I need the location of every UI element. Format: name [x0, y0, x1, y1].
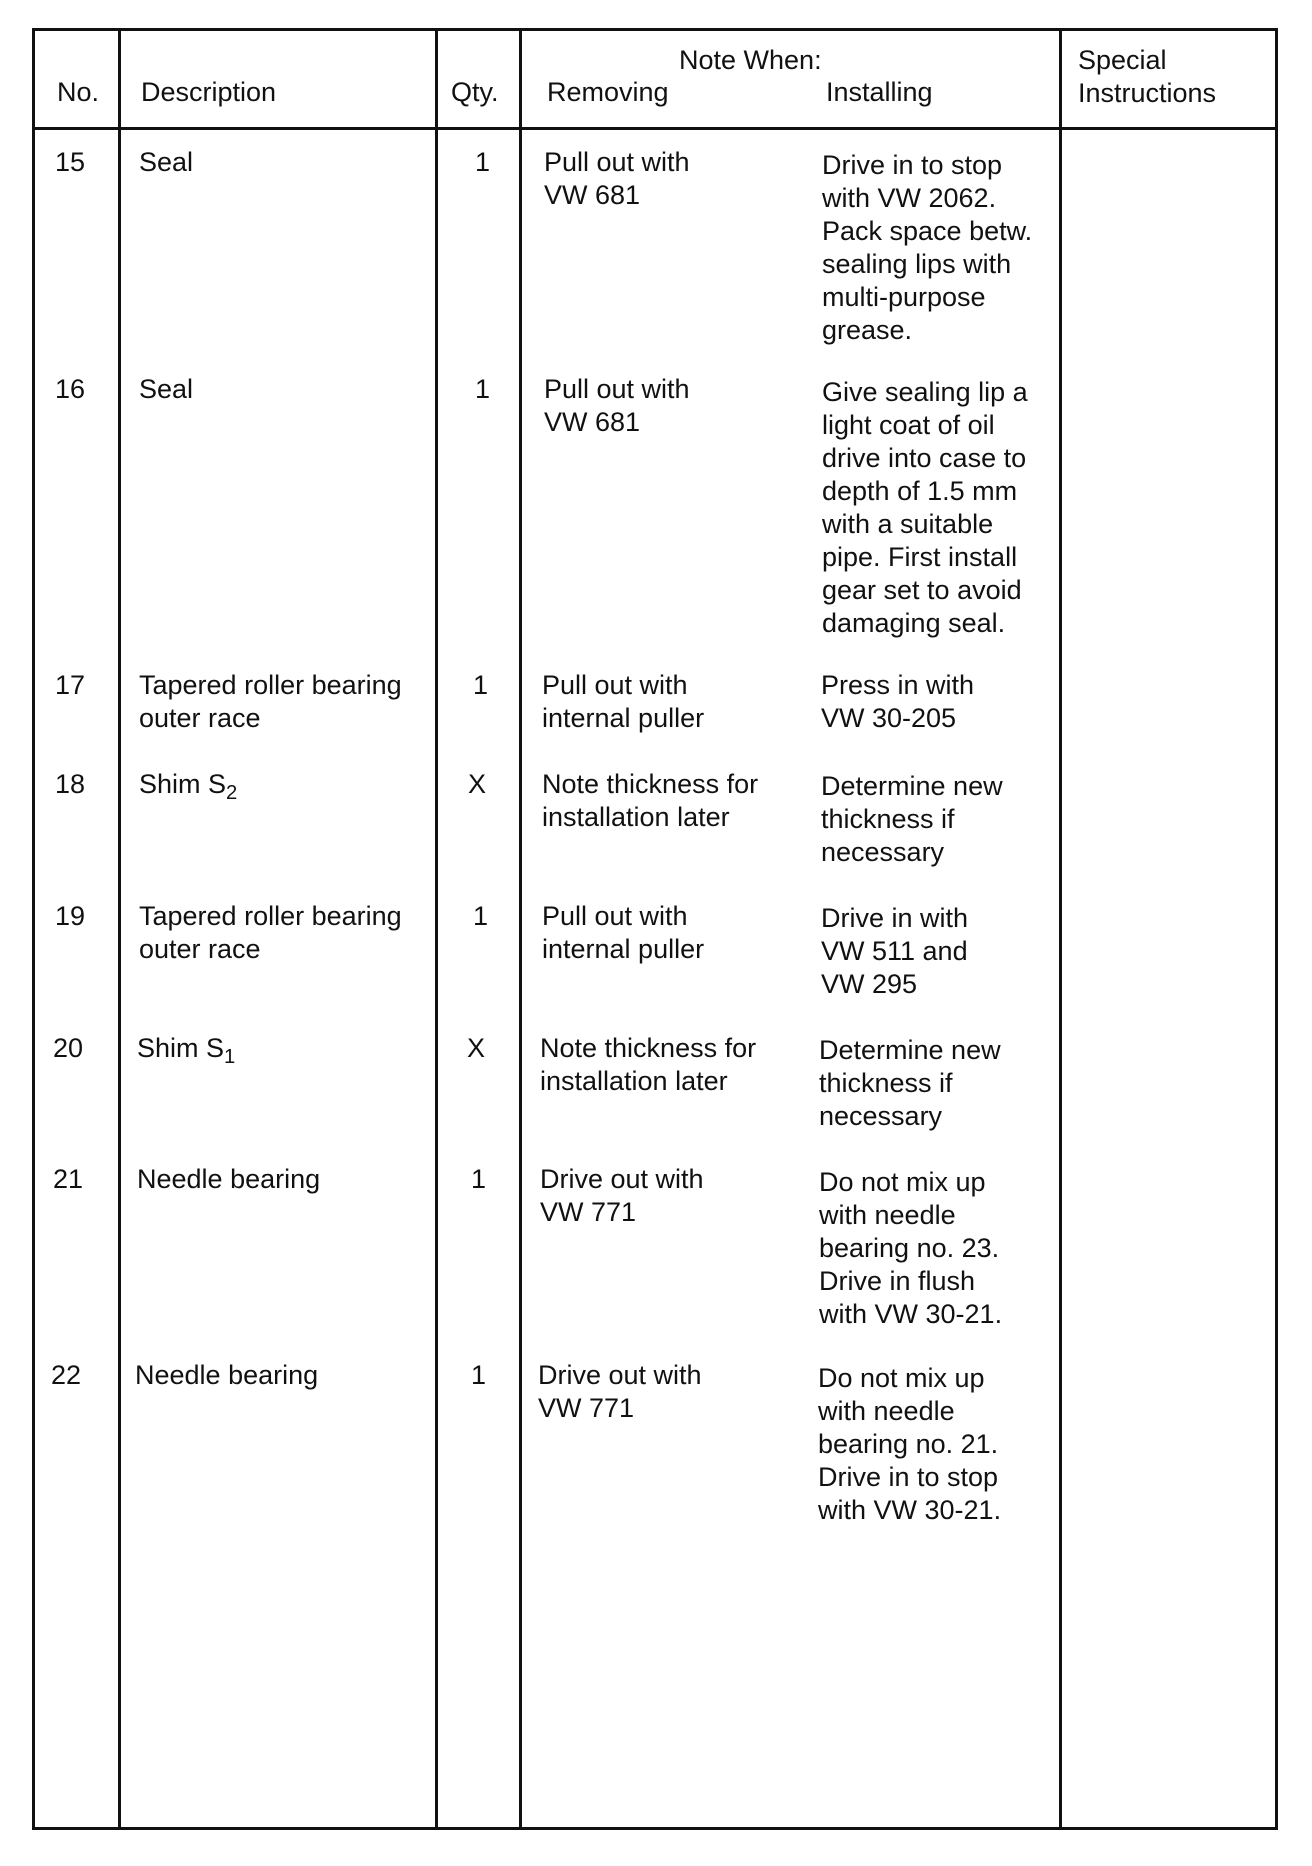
row-description: Tapered roller bearing outer race — [139, 901, 402, 964]
header-no: No. — [57, 77, 100, 107]
row-installing: Do not mix up with needle bearing no. 21. Drive in to stop with VW 30-21. — [818, 1363, 1002, 1525]
col-divider-note — [1059, 31, 1062, 1827]
header-qty: Qty. — [451, 77, 499, 107]
row-qty: 1 — [475, 374, 491, 404]
row-description: Needle bearing — [137, 1164, 321, 1194]
header-note-when: Note When: — [679, 45, 822, 75]
parts-table — [32, 28, 1278, 1830]
header-rule — [35, 127, 1275, 130]
row-qty: X — [467, 1033, 486, 1063]
row-removing: Pull out with VW 681 — [544, 374, 690, 437]
row-qty: 1 — [471, 1360, 487, 1390]
row-removing: Drive out with VW 771 — [540, 1164, 704, 1227]
row-description: Tapered roller bearing outer race — [139, 670, 402, 733]
header-description: Description — [141, 77, 277, 107]
row-removing: Pull out with internal puller — [542, 670, 705, 733]
row-no: 18 — [55, 769, 86, 799]
row-installing: Press in with VW 30-205 — [821, 670, 975, 733]
row-no: 22 — [51, 1360, 82, 1390]
row-no: 20 — [53, 1033, 84, 1063]
row-description: Needle bearing — [135, 1360, 319, 1390]
row-qty: 1 — [475, 147, 491, 177]
row-installing: Do not mix up with needle bearing no. 23. Drive in flush with VW 30-21. — [819, 1167, 1003, 1329]
col-divider-qty — [519, 31, 522, 1827]
row-installing: Drive in with VW 511 and VW 295 — [821, 903, 969, 999]
row-qty: 1 — [473, 901, 489, 931]
row-no: 16 — [55, 374, 86, 404]
row-installing: Determine new thickness if necessary — [821, 771, 1003, 867]
row-removing: Note thickness for installation later — [542, 769, 759, 832]
row-no: 17 — [55, 670, 86, 700]
row-installing: Determine new thickness if necessary — [819, 1035, 1001, 1131]
row-no: 15 — [55, 147, 86, 177]
row-installing: Give sealing lip a light coat of oil drive into case to depth of 1.5 mm with a suitable pipe. First install gear set to avoid damaging seal. — [822, 377, 1028, 638]
header-installing: Installing — [826, 77, 933, 107]
row-description: Seal — [139, 374, 194, 404]
header-special-instructions: Special Instructions — [1078, 45, 1217, 108]
row-description: Shim $S_2$ — [139, 769, 238, 805]
row-qty: 1 — [473, 670, 489, 700]
col-divider-no — [118, 31, 121, 1827]
row-removing: Pull out with internal puller — [542, 901, 705, 964]
row-removing: Pull out with VW 681 — [544, 147, 690, 210]
row-no: 19 — [55, 901, 86, 931]
row-qty: X — [468, 769, 487, 799]
row-no: 21 — [53, 1164, 84, 1194]
row-description: Shim $S_1$ — [137, 1033, 236, 1069]
row-description: Seal — [139, 147, 194, 177]
row-installing: Drive in to stop with VW 2062. Pack space betw. sealing lips with multi-purpose grease. — [822, 150, 1033, 345]
row-removing: Drive out with VW 771 — [538, 1360, 702, 1423]
col-divider-description — [435, 31, 438, 1827]
header-removing: Removing — [547, 77, 669, 107]
row-qty: 1 — [471, 1164, 487, 1194]
row-removing: Note thickness for installation later — [540, 1033, 757, 1096]
